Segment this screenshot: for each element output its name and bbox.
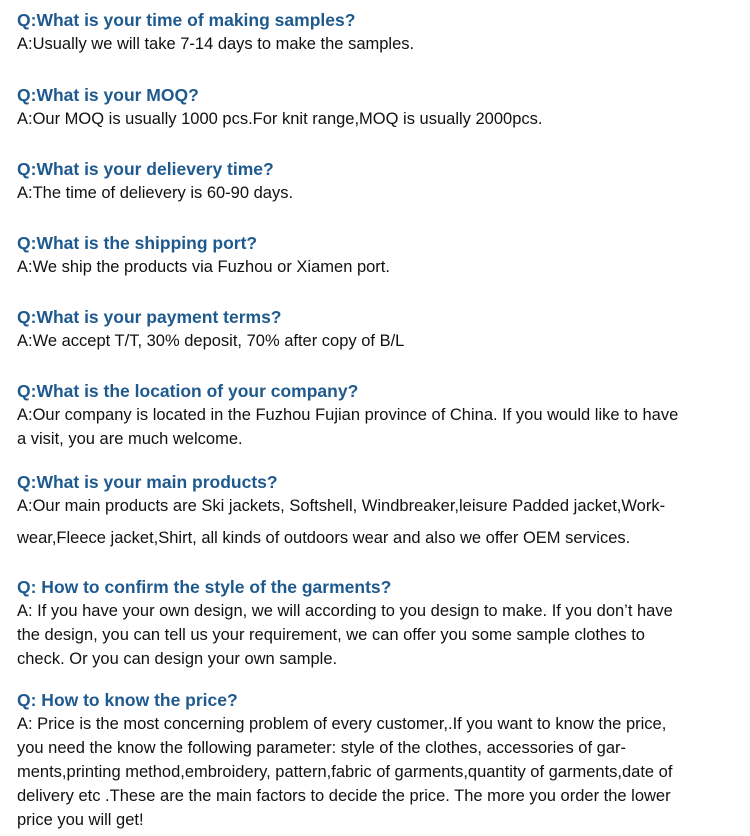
faq-item-moq	[17, 83, 745, 131]
answer-line: A:Our company is located in the Fuzhou Fujian province of China. If you would like to have	[17, 406, 679, 424]
question-heading: Q: How to confirm the style of the garments?	[17, 577, 392, 597]
answer-line: A: If you have your own design, we will according to you design to make. If you don’t have	[17, 602, 673, 620]
question-heading: Q:What is your MOQ?	[17, 85, 199, 105]
faq-item-confirm-style	[17, 575, 745, 671]
question-heading: Q:What is your payment terms?	[17, 307, 282, 327]
answer-line: the design, you can tell us your requirement, we can offer you some sample clothes to	[17, 626, 645, 644]
faq-item-shipping-port	[17, 231, 745, 279]
answer-line: a visit, you are much welcome.	[17, 430, 243, 448]
question-heading: Q:What is your main products?	[17, 472, 278, 492]
answer-line: A:Usually we will take 7-14 days to make the samples.	[17, 35, 415, 53]
question-heading: Q:What is the location of your company?	[17, 381, 359, 401]
faq-item-delivery-time	[17, 157, 745, 205]
question-heading: Q:What is your time of making samples?	[17, 10, 356, 30]
question-heading: Q: How to know the price?	[17, 690, 238, 710]
answer-line: ments,printing method,embroidery, pattern,fabric of garments,quantity of garments,date of	[17, 763, 673, 781]
answer-line: A:Our MOQ is usually 1000 pcs.For knit range,MOQ is usually 2000pcs.	[17, 110, 543, 128]
faq-item-company-location	[17, 379, 745, 451]
answer-line: A: Price is the most concerning problem of every customer,.If you want to know the price,	[17, 715, 667, 733]
question-heading: Q:What is the shipping port?	[17, 233, 258, 253]
faq-item-main-products	[17, 470, 745, 550]
faq-item-sample-time	[17, 8, 745, 56]
answer-line: A:We ship the products via Fuzhou or Xiamen port.	[17, 258, 390, 276]
answer-line: you need the know the following parameter: style of the clothes, accessories of gar-	[17, 739, 626, 757]
faq-list	[17, 8, 745, 832]
answer-line: A:We accept T/T, 30% deposit, 70% after copy of B/L	[17, 332, 405, 350]
answer-line: A:Our main products are Ski jackets, Softshell, Windbreaker,leisure Padded jacket,Work-	[17, 497, 666, 515]
answer-line: check. Or you can design your own sample.	[17, 650, 338, 668]
answer-line: delivery etc .These are the main factors to decide the price. The more you order the lower	[17, 787, 671, 805]
faq-item-price	[17, 688, 745, 832]
answer-line: A:The time of delievery is 60-90 days.	[17, 184, 294, 202]
answer-line: price you will get!	[17, 811, 144, 829]
answer-line: wear,Fleece jacket,Shirt, all kinds of outdoors wear and also we offer OEM services.	[17, 529, 631, 547]
faq-item-payment-terms	[17, 305, 745, 353]
question-heading: Q:What is your delievery time?	[17, 159, 274, 179]
